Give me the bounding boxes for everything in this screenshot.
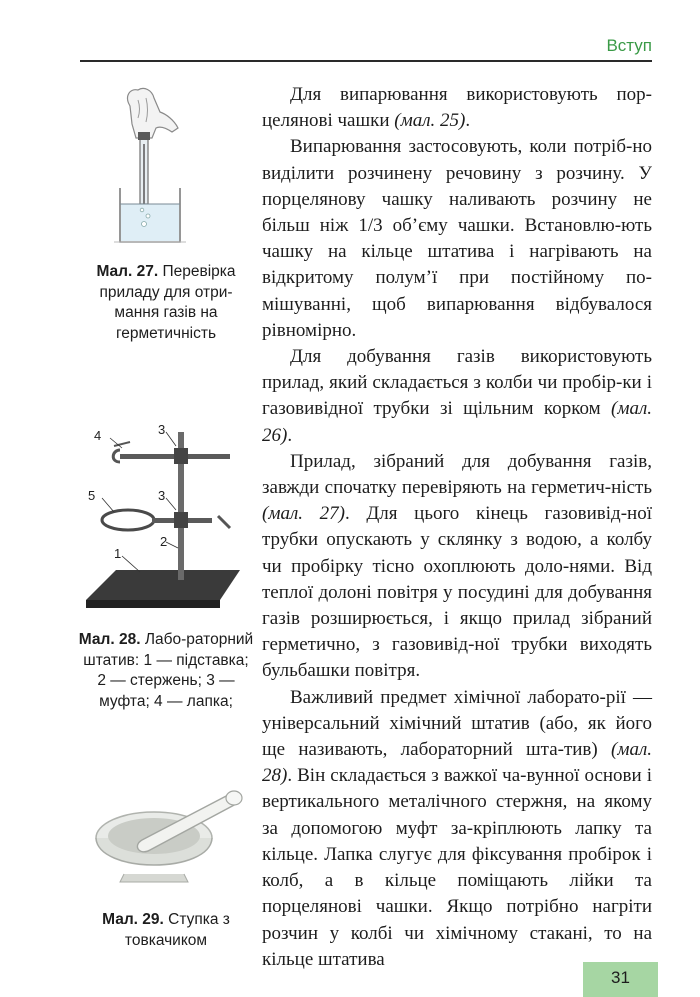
paragraph-5	[262, 685, 652, 973]
paragraph-1-end: .	[465, 110, 471, 132]
figure-reference: (мал. 28)	[262, 739, 652, 787]
callout-3-lower: 3	[158, 488, 166, 503]
figure-28-label: Мал. 28.	[78, 631, 141, 648]
figure-reference: (мал. 26)	[262, 398, 652, 446]
paragraph-1-text: Для випарювання використовують пор-целянові чашки	[262, 84, 652, 132]
figure-27-image	[100, 84, 220, 249]
figure-29-text: Ступка з товкачиком	[124, 911, 230, 949]
paragraph-3	[262, 344, 652, 449]
page-number: 31	[611, 968, 630, 987]
figure-27-caption	[78, 262, 254, 344]
figure-29-image	[84, 778, 244, 888]
callout-1: 1	[114, 546, 122, 561]
figure-29-caption	[78, 910, 254, 951]
paragraph-3-end: .	[287, 424, 293, 446]
page-number-box	[583, 962, 658, 997]
figure-reference: (мал. 25)	[394, 110, 466, 132]
paragraph-5-end: . Він складається з важкої ча-вунної основи і вертикального металічного стержня, на якому за допомогою муфт за-кріплюють лапку та кільце. Лапка слугує для фіксування пробірок і колб, а в кільце поміщають лійки та порцелянові чашки. Якщо потрібно нагріти розчин у колбі чи хімічному стакані, то на кільце штатива	[262, 765, 652, 970]
paragraph-5-text: Важливий предмет хімічної лаборато-рії — універсальний хімічний штатив (або, як його ще називають, лабораторний шта-тив)	[262, 686, 652, 761]
callout-3-upper: 3	[158, 422, 166, 437]
body-text	[262, 82, 652, 973]
figure-29-label: Мал. 29.	[102, 911, 164, 928]
callout-5: 5	[88, 488, 96, 503]
figure-28-text: Лабо-раторний штатив: 1 — підставка; 2 — стержень; 3 — муфта; 4 — лапка;	[83, 631, 254, 710]
paragraph-3-text: Для добування газів використовують прилад, який складається з колби чи пробір-ки і газовивідної трубки зі щільним корком	[262, 346, 652, 420]
figure-reference: (мал. 27)	[262, 503, 345, 525]
section-title: Вступ	[606, 36, 652, 55]
paragraph-2-text: Випарювання застосовують, коли потріб-но виділити розчинену речовину з розчину. У порцелянову чашку наливають розчину не більш ніж 1/3 об’єму чашки. Встановлю-ють чашку на кільце штатива і нагрівають на відкритому полум’ї при постійному по-мішуванні, щоб випарювання відбувалося рівномірно.	[262, 136, 652, 341]
figure-27-text: Перевірка приладу для отри-мання газів на герметичність	[99, 263, 236, 342]
figure-28-caption	[78, 630, 254, 712]
callout-4: 4	[94, 428, 102, 443]
paragraph-2	[262, 134, 652, 344]
paragraph-4-end: . Для цього кінець газовивід-ної трубки опускають у склянку з водою, а колбу чи пробірку тісно охоплюють доло-нями. Від теплої долоні повітря у посудині для добування газів розширюється, і якщо прилад зібраний герметично, з газовивід-ної трубки виходять бульбашки повітря.	[262, 503, 652, 682]
figure-27-label: Мал. 27.	[96, 263, 159, 280]
paragraph-4-text: Прилад, зібраний для добування газів, завжди спочатку перевіряють на герметич-ність	[262, 450, 652, 499]
figure-28-image	[80, 420, 250, 620]
paragraph-4	[262, 449, 652, 685]
header-rule	[80, 60, 652, 62]
callout-2: 2	[160, 534, 168, 549]
paragraph-1	[262, 82, 652, 134]
